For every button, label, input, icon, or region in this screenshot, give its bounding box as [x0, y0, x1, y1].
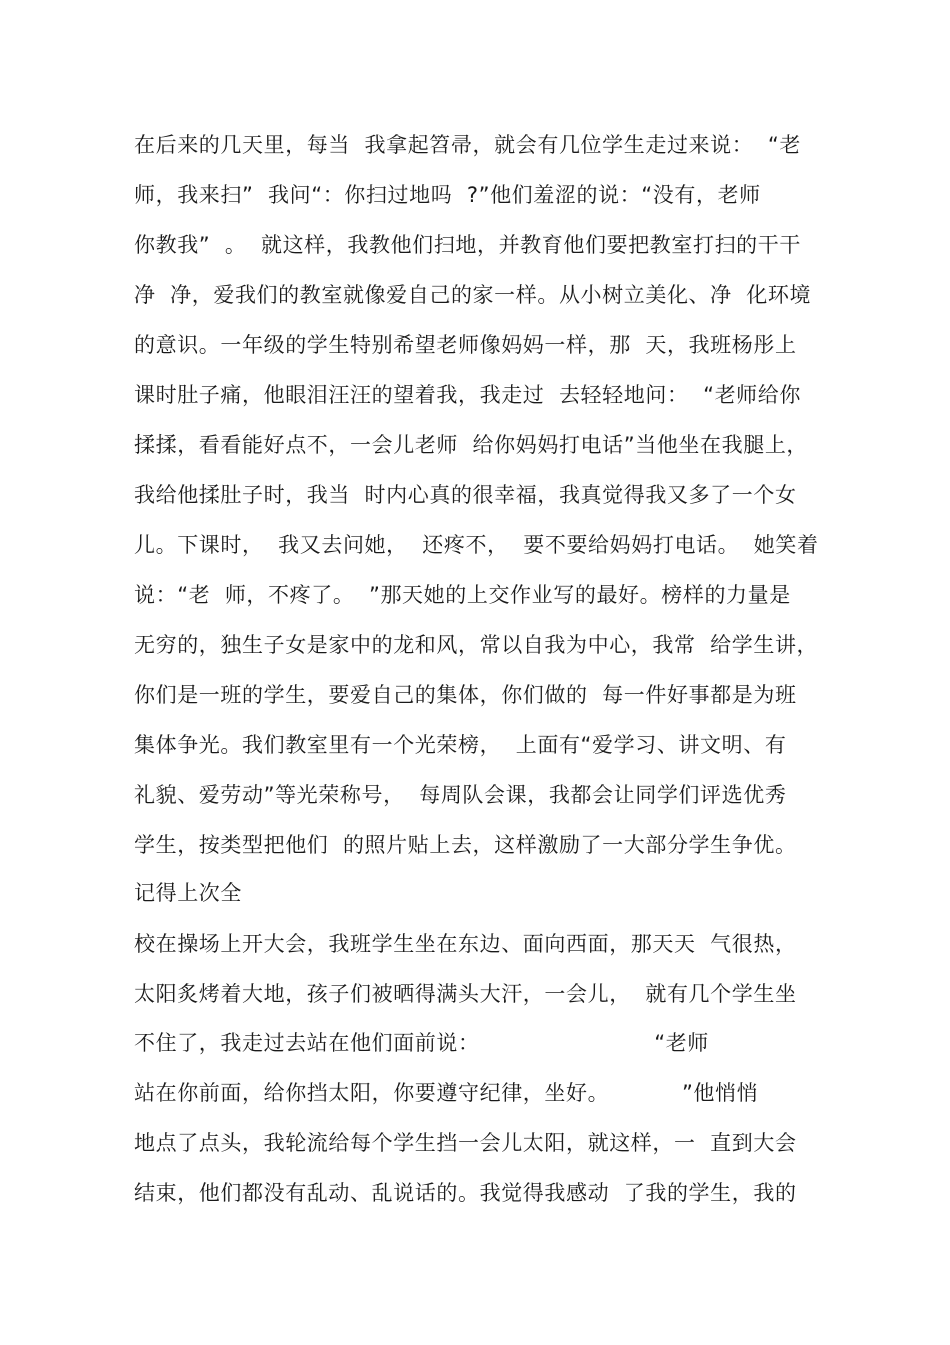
text-line-19: 不住了，我走过去站在他们面前说： “老师: [134, 1031, 709, 1055]
text-line-7: 揉揉，看看能好点不，一会儿老师 给你妈妈打电话”当他坐在我腿上，: [134, 433, 809, 457]
text-line-18: 太阳炙烤着大地，孩子们被晒得满头大汗，一会儿， 就有几个学生坐: [134, 982, 797, 1006]
text-line-22: 结束，他们都没有乱动、乱说话的。我觉得我感动 了我的学生，我的: [134, 1181, 797, 1205]
text-line-6: 课时肚子痛，他眼泪汪汪的望着我，我走过 去轻轻地问： “老师给你: [134, 383, 801, 407]
text-line-8: 我给他揉肚子时，我当 时内心真的很幸福，我真觉得我又多了一个女: [134, 483, 797, 507]
text-line-4: 净 净，爱我们的教室就像爱自己的家一样。从小树立美化、净 化环境: [134, 283, 812, 307]
text-line-20: 站在你前面，给你挡太阳，你要遵守纪律，坐好。 ”他悄悄: [134, 1081, 759, 1105]
text-line-21: 地点了点头，我轮流给每个学生挡一会儿太阳，就这样，一 直到大会: [134, 1131, 797, 1155]
text-line-17: 校在操场上开大会，我班学生坐在东边、面向西面，那天天 气很热，: [134, 932, 797, 956]
text-line-5: 的意识。一年级的学生特别希望老师像妈妈一样，那 天，我班杨彤上: [134, 333, 797, 357]
text-line-1: 在后来的几天里，每当 我拿起笤帚，就会有几位学生走过来说： “老: [134, 133, 801, 157]
text-line-2: 师，我来扫” 我问“：你扫过地吗 ?”他们羞涩的说：“没有，老师: [134, 183, 761, 207]
text-line-15: 学生，按类型把他们 的照片贴上去，这样激励了一大部分学生争优。: [134, 833, 797, 857]
text-line-11: 无穷的，独生子女是家中的龙和风，常以自我为中心，我常 给学生讲，: [134, 633, 819, 657]
text-line-9: 儿。下课时， 我又去问她， 还疼不， 要不要给妈妈打电话。 她笑着: [134, 533, 819, 557]
text-line-16: 记得上次全: [134, 881, 242, 905]
text-line-13: 集体争光。我们教室里有一个光荣榜， 上面有“爱学习、讲文明、有: [134, 733, 787, 757]
text-line-14: 礼貌、爱劳动”等光荣称号， 每周队会课，我都会让同学们评选优秀: [134, 783, 787, 807]
text-line-10: 说：“老 师，不疼了。 ”那天她的上交作业写的最好。榜样的力量是: [134, 583, 791, 607]
text-line-3: 你教我” 。 就这样，我教他们扫地，并教育他们要把教室打扫的干干: [134, 233, 801, 257]
text-line-12: 你们是一班的学生，要爱自己的集体，你们做的 每一件好事都是为班: [134, 683, 797, 707]
